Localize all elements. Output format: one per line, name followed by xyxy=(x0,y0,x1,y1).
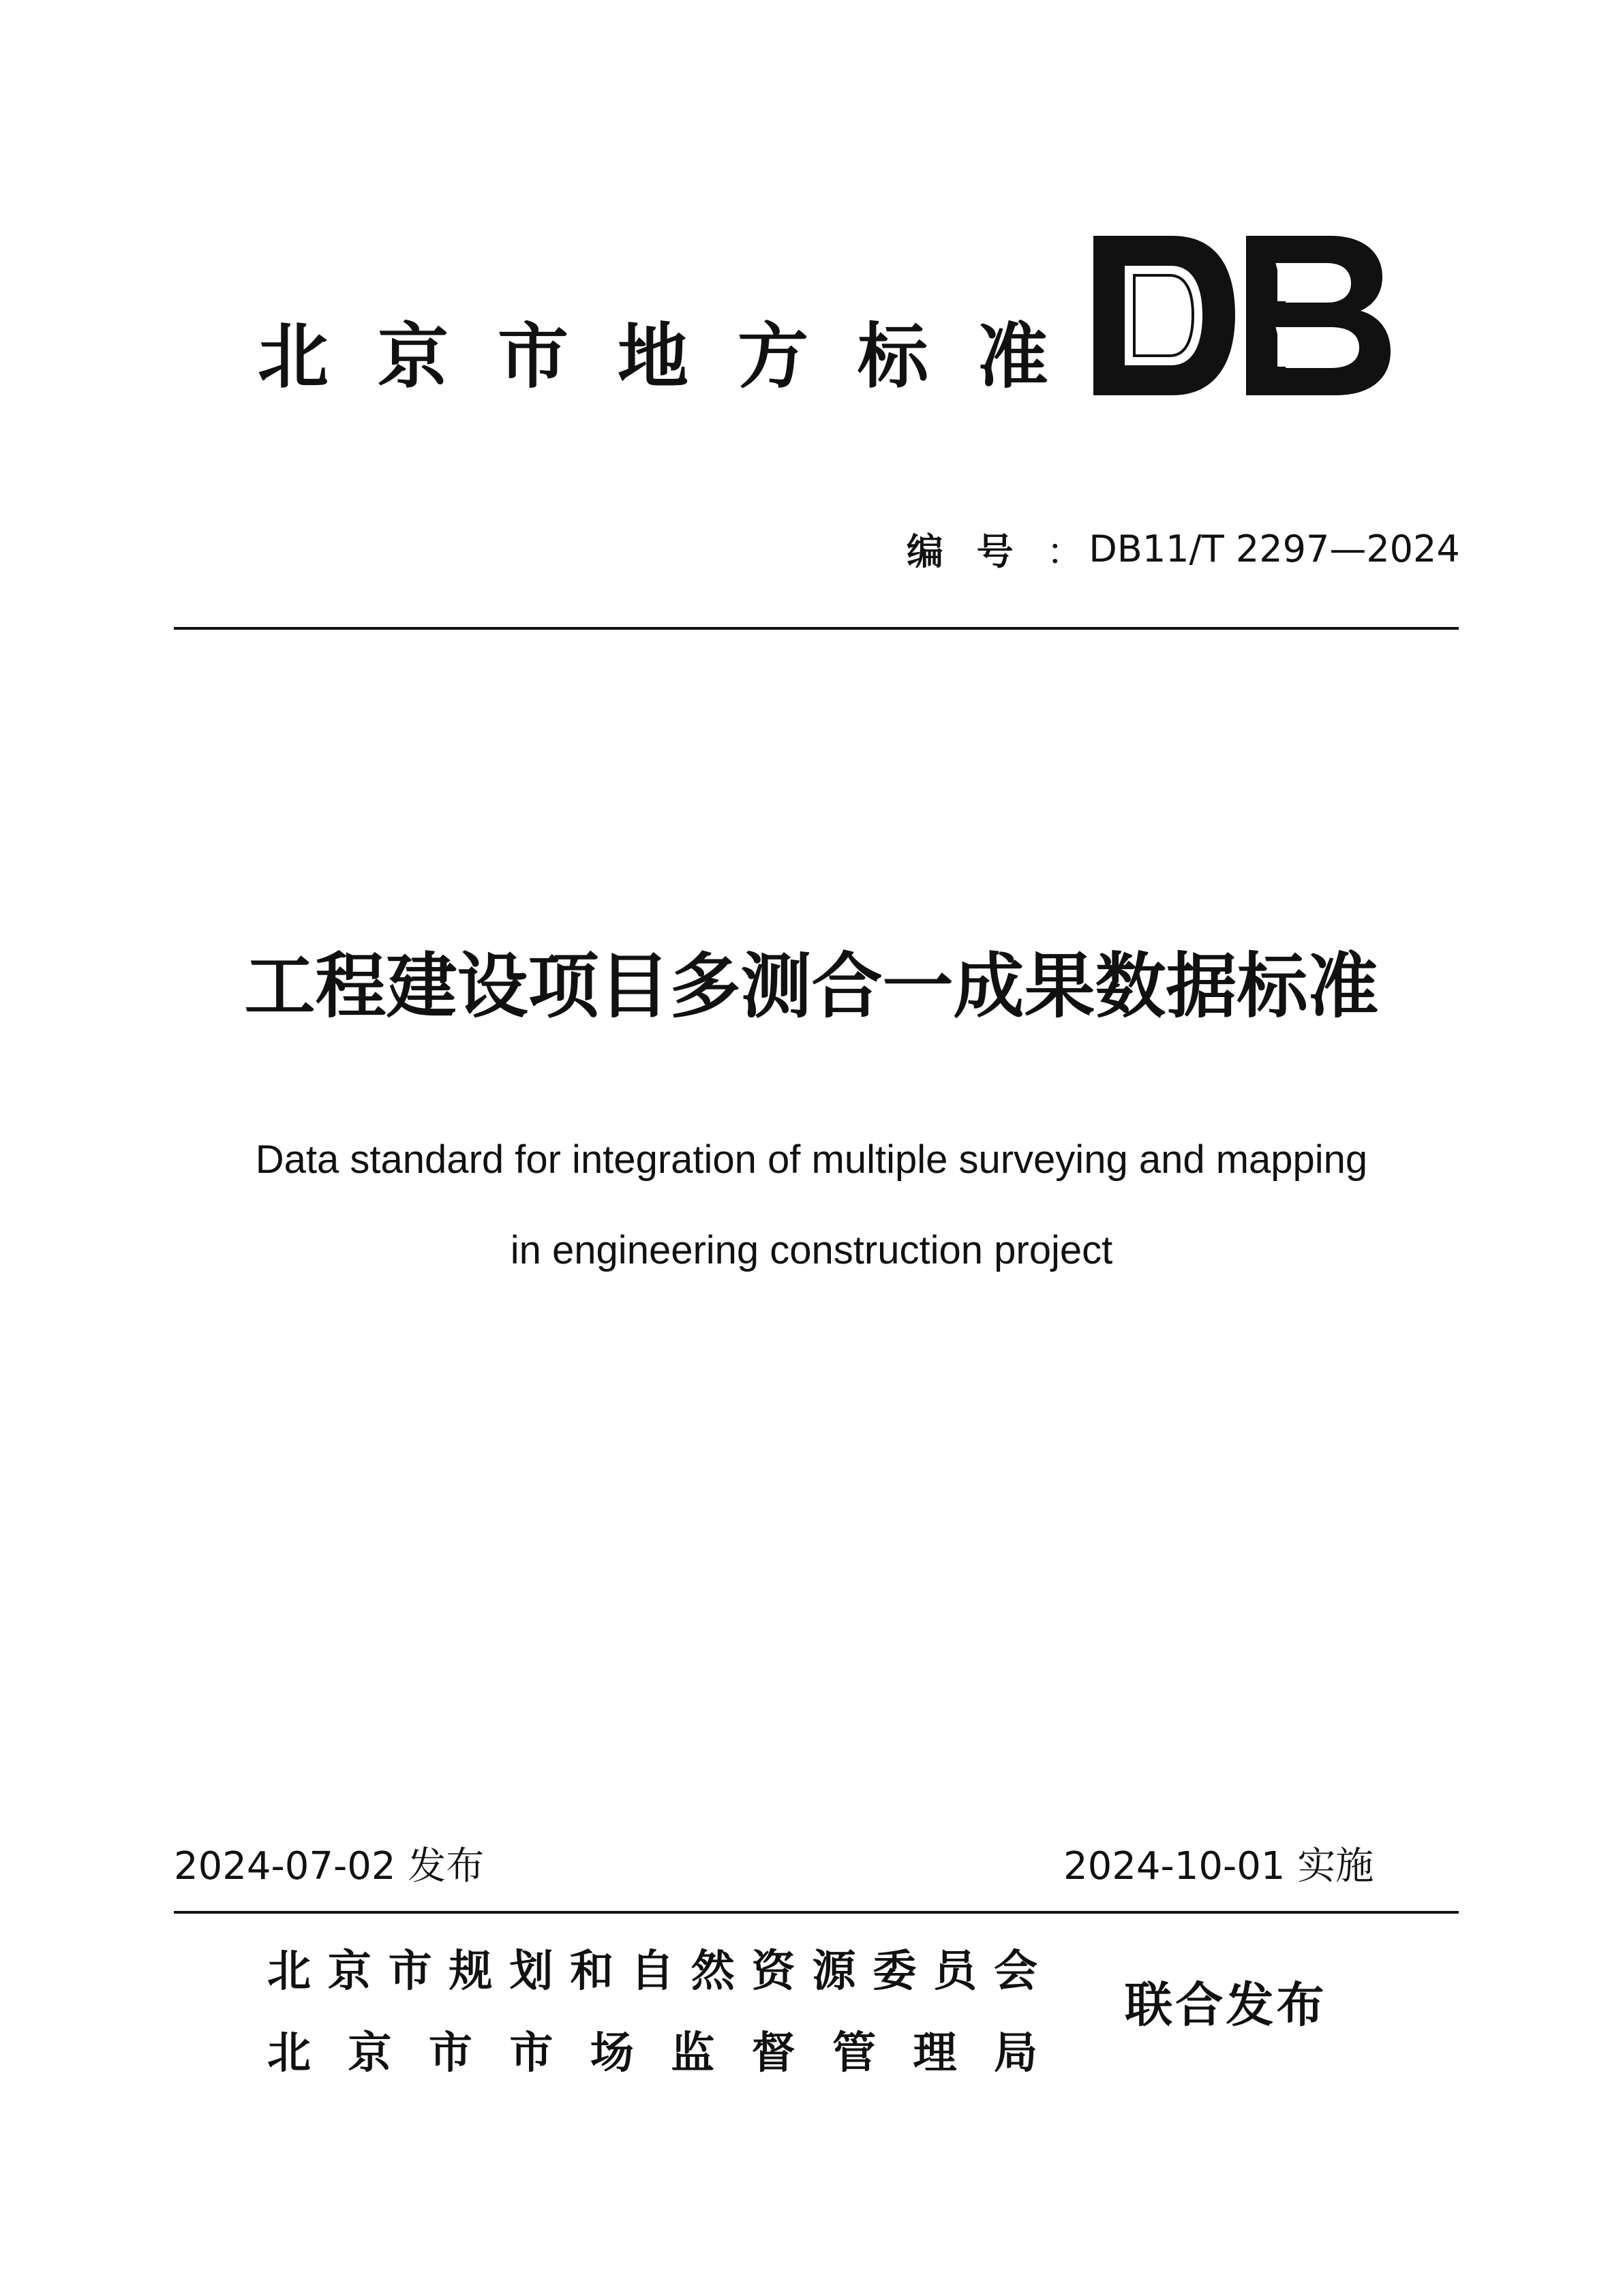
issuer-char: 理 xyxy=(913,2028,957,2079)
issuer-char: 规 xyxy=(449,1946,493,1997)
issue-date: 2024-07-02 发布 xyxy=(174,1844,485,1888)
standard-type-char: 标 xyxy=(857,315,928,398)
joint-issue-label: 联合发布 xyxy=(1125,1977,1327,2033)
standard-type-char: 北 xyxy=(258,315,329,398)
standard-number xyxy=(907,521,1460,576)
document-title-en-line1: Data standard for integration of multiple surveying and mapping xyxy=(255,1137,1368,1182)
standard-number-value: DB11/T 2297—2024 xyxy=(1089,527,1460,570)
issuer-char: 督 xyxy=(751,2028,795,2079)
document-title-cn: 工程建设项目多测合一成果数据标准 xyxy=(244,945,1379,1028)
standard-type-heading xyxy=(258,305,1048,408)
issuer-char: 划 xyxy=(509,1946,553,1997)
issuer-char: 场 xyxy=(590,2028,634,2079)
issuer-char: 委 xyxy=(873,1946,917,1997)
standard-number-colon: ： xyxy=(1046,530,1084,573)
standard-type-char: 京 xyxy=(377,315,449,398)
issuer-char: 员 xyxy=(933,1946,977,1997)
issuer-char: 局 xyxy=(993,2028,1037,2079)
document-title-en-line2: in engineering construction project xyxy=(510,1228,1113,1272)
implementation-date: 2024-10-01 实施 xyxy=(1063,1844,1374,1888)
standard-type-char: 准 xyxy=(977,315,1048,398)
issuer-char: 资 xyxy=(751,1946,795,1997)
issuer-char: 然 xyxy=(691,1946,735,1997)
issuer-char: 源 xyxy=(812,1946,856,1997)
issuer-char: 北 xyxy=(267,2028,311,2079)
issuer-char: 北 xyxy=(267,1946,311,1997)
issuer-char: 和 xyxy=(570,1946,614,1997)
issuer-char: 自 xyxy=(630,1946,674,1997)
standard-number-label: 编号 xyxy=(907,530,1047,573)
issuer-char: 会 xyxy=(993,1946,1037,1997)
db-logo xyxy=(1091,232,1394,399)
standard-type-char: 地 xyxy=(617,315,688,398)
issuer-char: 市 xyxy=(388,1946,432,1997)
standard-type-char: 方 xyxy=(737,315,808,398)
issuer-char: 市 xyxy=(428,2028,472,2079)
header-divider xyxy=(174,627,1459,630)
issuer-line-1 xyxy=(267,1946,1037,1998)
issuer-char: 监 xyxy=(671,2028,715,2079)
issuer-char: 京 xyxy=(327,1946,371,1997)
standard-type-char: 市 xyxy=(497,315,568,398)
issuer-line-2 xyxy=(267,2027,1037,2080)
issuer-char: 市 xyxy=(509,2028,553,2079)
issuer-char: 京 xyxy=(348,2028,392,2079)
issuer-char: 管 xyxy=(832,2028,877,2079)
footer-divider xyxy=(174,1911,1459,1914)
